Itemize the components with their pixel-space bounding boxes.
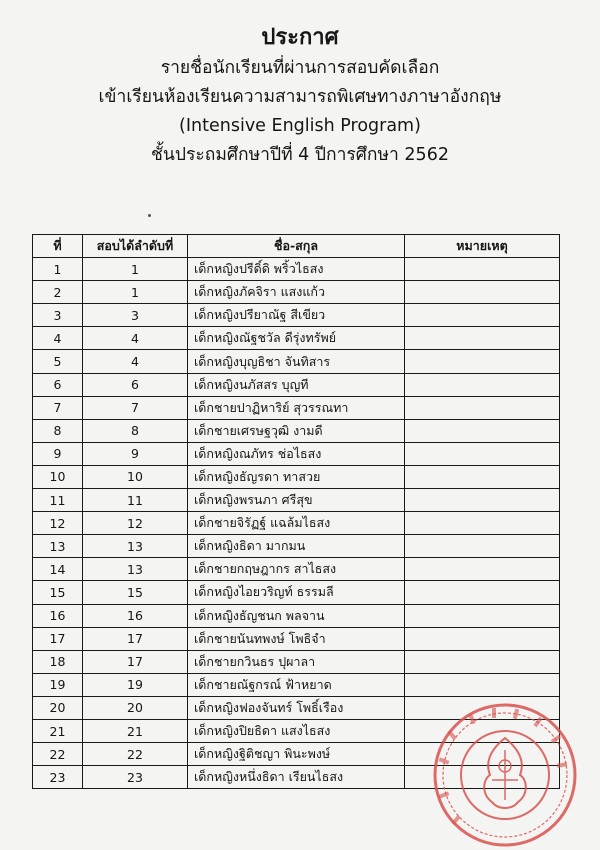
row-rank: 23	[83, 766, 188, 789]
row-student-name: เด็กหญิงธัญชนก พลจาน	[188, 604, 405, 627]
row-number: 12	[33, 512, 83, 535]
announcement-header	[0, 22, 600, 170]
row-student-name: เด็กหญิงธิดา มากมน	[188, 535, 405, 558]
table-row	[33, 604, 560, 627]
row-rank: 17	[83, 650, 188, 673]
row-student-name: เด็กชายกฤษฎากร สาไธสง	[188, 558, 405, 581]
row-number: 9	[33, 442, 83, 465]
table-row	[33, 581, 560, 604]
row-student-name: เด็กชายนันทพงษ์ โพธิจำ	[188, 627, 405, 650]
row-note	[405, 581, 560, 604]
column-header-name: ชื่อ-สกุล	[188, 235, 405, 258]
row-student-name: เด็กหญิงณภัทร ช่อไธสง	[188, 442, 405, 465]
subtitle-line-4: ชั้นประถมศึกษาปีที่ 4 ปีการศึกษา 2562	[151, 145, 449, 165]
table-row	[33, 419, 560, 442]
page-title: ประกาศ	[261, 25, 339, 50]
row-note	[405, 512, 560, 535]
table-row	[33, 512, 560, 535]
row-number: 7	[33, 396, 83, 419]
row-rank: 4	[83, 327, 188, 350]
row-rank: 1	[83, 281, 188, 304]
row-student-name: เด็กหญิงพรนภา ศรีสุข	[188, 489, 405, 512]
table-row	[33, 327, 560, 350]
row-note	[405, 442, 560, 465]
row-student-name: เด็กหญิงฐิติชญา พินะพงษ์	[188, 743, 405, 766]
row-rank: 10	[83, 465, 188, 488]
row-rank: 20	[83, 696, 188, 719]
row-rank: 13	[83, 535, 188, 558]
row-note	[405, 281, 560, 304]
row-student-name: เด็กหญิงฟองจันทร์ โพธิ์เรือง	[188, 696, 405, 719]
row-rank: 21	[83, 719, 188, 742]
table-row	[33, 673, 560, 696]
column-header-no: ที่	[33, 235, 83, 258]
row-number: 10	[33, 465, 83, 488]
row-number: 19	[33, 673, 83, 696]
row-student-name: เด็กชายเศรษฐวุฒิ งามดี	[188, 419, 405, 442]
row-number: 5	[33, 350, 83, 373]
row-student-name: เด็กหญิงบุญธิชา จันทิสาร	[188, 350, 405, 373]
table-header-row	[33, 235, 560, 258]
table-row	[33, 535, 560, 558]
row-student-name: เด็กหญิงหนึ่งธิดา เรียนไธสง	[188, 766, 405, 789]
row-note	[405, 327, 560, 350]
table-row	[33, 373, 560, 396]
row-number: 11	[33, 489, 83, 512]
row-rank: 6	[83, 373, 188, 396]
row-note	[405, 396, 560, 419]
row-number: 3	[33, 304, 83, 327]
row-rank: 7	[83, 396, 188, 419]
row-number: 15	[33, 581, 83, 604]
table-row	[33, 442, 560, 465]
table-row	[33, 650, 560, 673]
school-seal-icon	[430, 700, 580, 850]
row-student-name: เด็กหญิงปิยธิดา แสงไธสง	[188, 719, 405, 742]
row-rank: 9	[83, 442, 188, 465]
column-header-rank: สอบได้ลำดับที่	[83, 235, 188, 258]
column-header-note: หมายเหตุ	[405, 235, 560, 258]
row-student-name: เด็กหญิงนภัสสร บุญที	[188, 373, 405, 396]
row-student-name: เด็กหญิงภัคจิรา แสงแก้ว	[188, 281, 405, 304]
row-number: 18	[33, 650, 83, 673]
row-number: 14	[33, 558, 83, 581]
row-number: 8	[33, 419, 83, 442]
row-note	[405, 604, 560, 627]
table-row	[33, 465, 560, 488]
row-rank: 15	[83, 581, 188, 604]
row-rank: 22	[83, 743, 188, 766]
row-number: 22	[33, 743, 83, 766]
row-number: 21	[33, 719, 83, 742]
table-row	[33, 489, 560, 512]
row-rank: 4	[83, 350, 188, 373]
row-rank: 13	[83, 558, 188, 581]
row-number: 6	[33, 373, 83, 396]
row-note	[405, 304, 560, 327]
row-note	[405, 465, 560, 488]
row-student-name: เด็กชายจิรัฏฐ์ แฉล้มไธสง	[188, 512, 405, 535]
row-number: 23	[33, 766, 83, 789]
row-student-name: เด็กชายกวินธร ปุผาลา	[188, 650, 405, 673]
row-rank: 17	[83, 627, 188, 650]
row-note	[405, 373, 560, 396]
table-row	[33, 396, 560, 419]
row-note	[405, 673, 560, 696]
row-rank: 11	[83, 489, 188, 512]
row-note	[405, 350, 560, 373]
table-row	[33, 304, 560, 327]
table-row	[33, 627, 560, 650]
table-row	[33, 350, 560, 373]
row-number: 2	[33, 281, 83, 304]
row-student-name: เด็กหญิงธัญรดา ทาสวย	[188, 465, 405, 488]
row-number: 13	[33, 535, 83, 558]
subtitle-line-1: รายชื่อนักเรียนที่ผ่านการสอบคัดเลือก	[160, 58, 440, 78]
row-note	[405, 419, 560, 442]
row-number: 17	[33, 627, 83, 650]
row-rank: 3	[83, 304, 188, 327]
row-note	[405, 650, 560, 673]
row-number: 4	[33, 327, 83, 350]
row-rank: 12	[83, 512, 188, 535]
row-rank: 8	[83, 419, 188, 442]
row-student-name: เด็กหญิงไอยวริญท์ ธรรมลี	[188, 581, 405, 604]
subtitle-line-3: (Intensive English Program)	[179, 116, 421, 136]
table-row	[33, 558, 560, 581]
row-student-name: เด็กชายณัฐกรณ์ ฟ้าหยาด	[188, 673, 405, 696]
row-student-name: เด็กหญิงปรียาณัฐ สีเขียว	[188, 304, 405, 327]
row-rank: 1	[83, 258, 188, 281]
row-note	[405, 258, 560, 281]
row-student-name: เด็กหญิงณัฐชวัล ดีรุ่งทรัพย์	[188, 327, 405, 350]
stray-mark	[148, 214, 151, 217]
row-number: 16	[33, 604, 83, 627]
row-student-name: เด็กหญิงปรีดิ์ดิ พริ้วไธสง	[188, 258, 405, 281]
row-note	[405, 489, 560, 512]
row-rank: 19	[83, 673, 188, 696]
subtitle-line-2: เข้าเรียนห้องเรียนความสามารถพิเศษทางภาษาอังกฤษ	[98, 87, 502, 107]
row-student-name: เด็กชายปาฏิหาริย์ สุวรรณทา	[188, 396, 405, 419]
table-row	[33, 281, 560, 304]
row-note	[405, 558, 560, 581]
row-number: 20	[33, 696, 83, 719]
row-number: 1	[33, 258, 83, 281]
table-row	[33, 258, 560, 281]
row-rank: 16	[83, 604, 188, 627]
row-note	[405, 535, 560, 558]
row-note	[405, 627, 560, 650]
